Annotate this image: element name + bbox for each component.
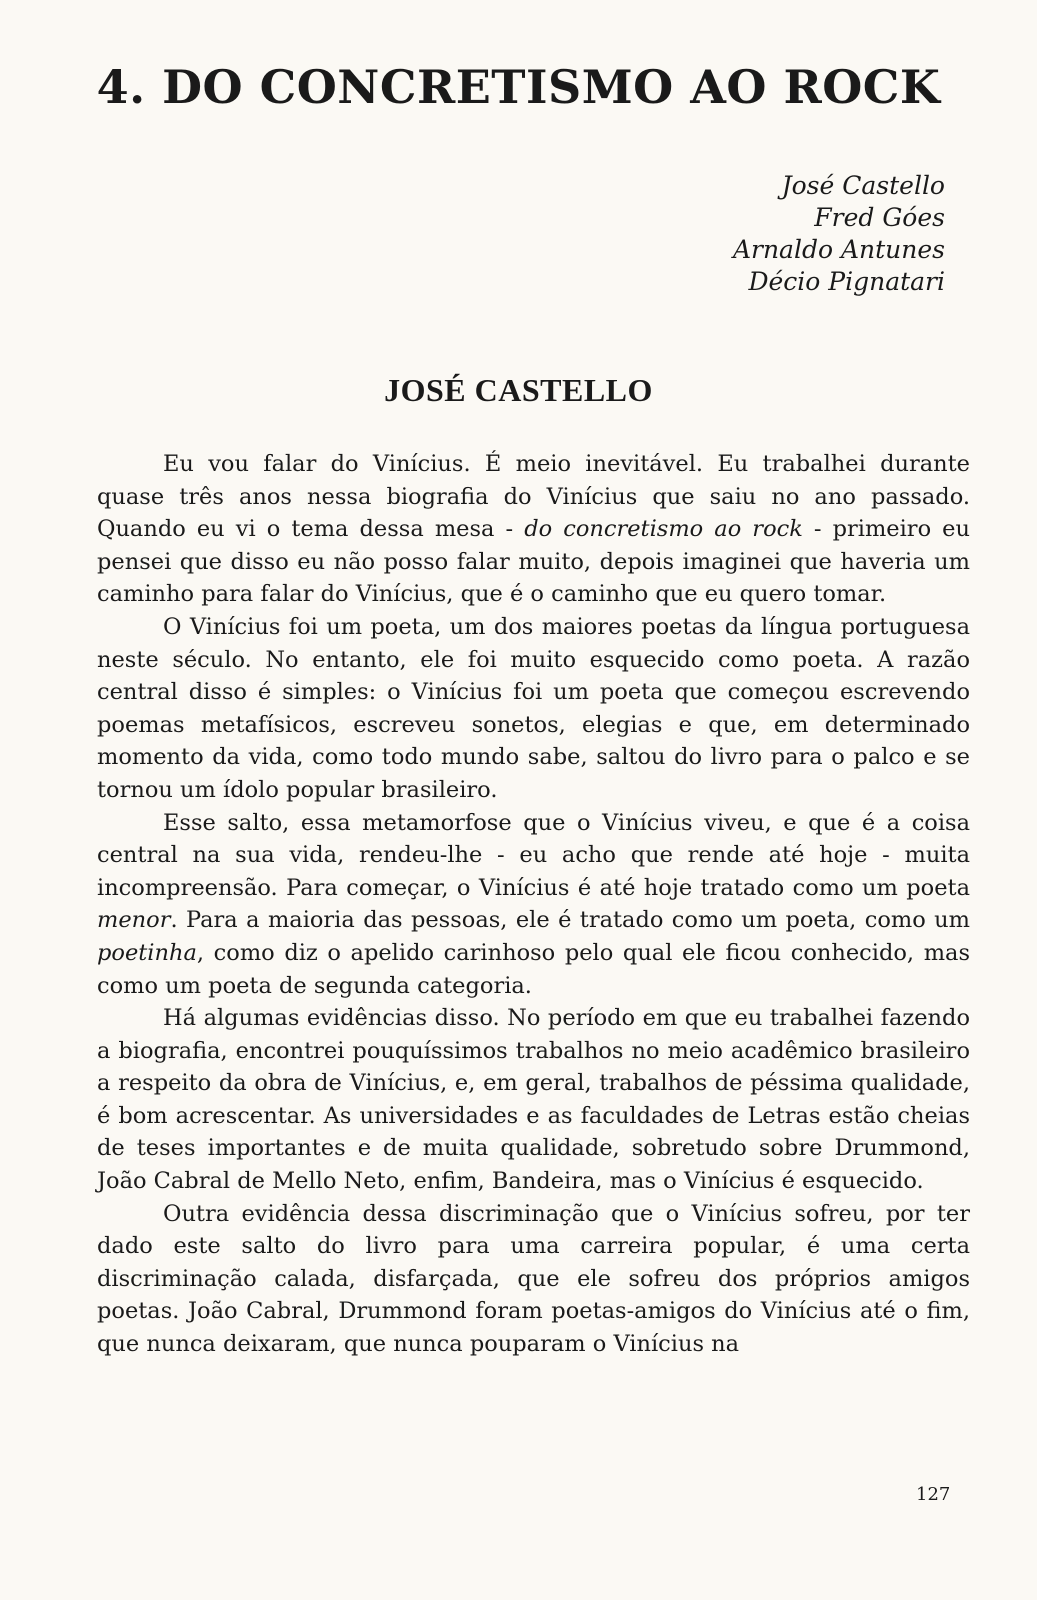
- emphasized-text: do concretismo ao rock: [524, 516, 803, 543]
- paragraph: [97, 448, 970, 611]
- paragraph: Há algumas evidências disso. No período em que eu trabalhei fazendo a biografia, encontrei pouquíssimos trabalhos no meio acadêmico brasileiro a respeito da obra de Vinícius, e, em geral, trabalhos de péssima qualidade, é bom acrescentar. As universidades e as faculdades de Letras estão cheias de teses importantes e de muita qualidade, sobretudo sobre Drummond, João Cabral de Mello Neto, enfim, Bandeira, mas o Vinícius é esquecido.: [97, 1005, 970, 1195]
- author-list: [733, 170, 945, 298]
- author-name: José Castello: [781, 171, 945, 200]
- emphasized-text: menor: [97, 907, 171, 934]
- section-title: JOSÉ CASTELLO: [384, 372, 653, 408]
- paragraph-text: , como diz o apelido carinhoso pelo qual ele ficou conhecido, mas como um poeta de segunda categoria.: [97, 939, 970, 999]
- author-name: Fred Góes: [814, 203, 945, 232]
- paragraph: [97, 807, 970, 1003]
- paragraph-text: . Para a maioria das pessoas, ele é tratado como um poeta, como um: [170, 907, 970, 934]
- page-number: 127: [916, 1484, 951, 1505]
- paragraph-text: Eu vou falar do Vinícius. É meio inevitável. Eu trabalhei durante quase três anos nessa biografia do Vinícius que saiu no ano passado. Quando eu vi o tema dessa mesa -: [97, 451, 970, 543]
- emphasized-text: poetinha: [97, 939, 197, 966]
- page-title: 4. DO CONCRETISMO AO ROCK: [96, 60, 941, 114]
- paragraph-text: - primeiro eu pensei que disso eu não posso falar muito, depois imaginei que haveria um caminho para falar do Vinícius, que é o caminho que eu quero tomar.: [97, 516, 970, 608]
- author-name: Décio Pignatari: [748, 267, 945, 296]
- paragraph: Outra evidência dessa discriminação que o Vinícius sofreu, por ter dado este salto do livro para uma carreira popular, é uma certa discriminação calada, disfarçada, que ele sofreu dos próprios amigos poetas. João Cabral, Drummond foram poetas-amigos do Vinícius até o fim, que nunca deixaram, que nunca pouparam o Vinícius na: [97, 1200, 970, 1358]
- body-text: [97, 448, 970, 1361]
- paragraph: O Vinícius foi um poeta, um dos maiores poetas da língua portuguesa neste século. No entanto, ele foi muito esquecido como poeta. A razão central disso é simples: o Vinícius foi um poeta que começou escrevendo poemas metafísicos, escreveu sonetos, elegias e que, em determinado momento da vida, como todo mundo sabe, saltou do livro para o palco e se tornou um ídolo popular brasileiro.: [97, 613, 970, 803]
- author-name: Arnaldo Antunes: [732, 235, 945, 264]
- paragraph-text: Esse salto, essa metamorfose que o Vinícius viveu, e que é a coisa central na sua vida, rendeu-lhe - eu acho que rende até hoje - muita incompreensão. Para começar, o Vinícius é até hoje tratado como um poeta: [97, 809, 970, 901]
